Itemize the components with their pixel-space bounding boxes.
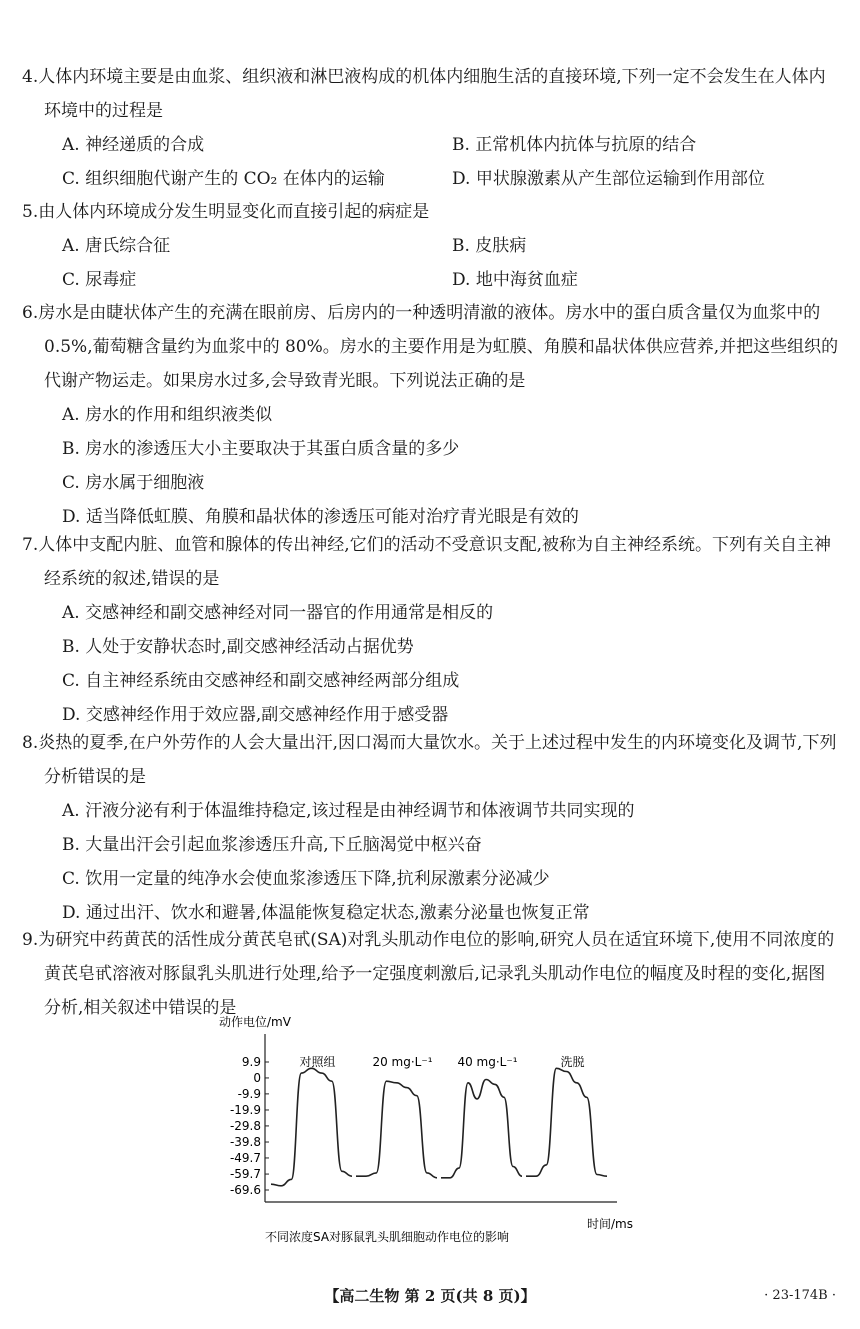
- option-b: B. 皮肤病: [452, 236, 527, 256]
- question-8: [22, 726, 842, 930]
- option-c: C. 组织细胞代谢产生的 CO₂ 在体内的运输: [62, 169, 385, 189]
- y-tick-label: -9.9: [237, 1086, 261, 1101]
- option-c: C. 房水属于细胞液: [62, 473, 205, 493]
- x-axis-label: 时间/ms: [587, 1217, 633, 1231]
- curve-segment: [271, 1068, 352, 1186]
- y-tick-label: -49.7: [229, 1150, 261, 1165]
- y-tick-label: -29.8: [229, 1118, 261, 1133]
- option-d: D. 甲状腺激素从产生部位运输到作用部位: [452, 169, 765, 189]
- curve-segment: [526, 1068, 607, 1176]
- action-potential-chart: [215, 1014, 655, 1254]
- question-stem: 6.房水是由睫状体产生的充满在眼前房、后房内的一种透明清澈的液体。房水中的蛋白质含量仅为血浆中的 0.5%,葡萄糖含量约为血浆中的 80%。房水的主要作用是为虹膜、角膜和晶状体供应营养,并把这些组织的代谢产物运走。如果房水过多,会导致青光眼。下列说法正确的是: [22, 303, 839, 391]
- y-tick-label: -69.6: [229, 1183, 261, 1197]
- option-d: D. 通过出汗、饮水和避暑,体温能恢复稳定状态,激素分泌量也恢复正常: [62, 903, 590, 923]
- option-b: B. 大量出汗会引起血浆渗透压升高,下丘脑渴觉中枢兴奋: [62, 835, 482, 855]
- curve-segment: [441, 1080, 522, 1178]
- option-b: B. 人处于安静状态时,副交感神经活动占据优势: [62, 637, 414, 657]
- question-stem: 8.炎热的夏季,在户外劳作的人会大量出汗,因口渴而大量饮水。关于上述过程中发生的内环境变化及调节,下列分析错误的是: [22, 733, 837, 787]
- option-b: B. 正常机体内抗体与抗原的结合: [452, 135, 697, 155]
- y-tick-label: -19.9: [229, 1102, 261, 1117]
- option-c: C. 尿毒症: [62, 270, 137, 290]
- segment-labels: [299, 1054, 584, 1069]
- option-c: C. 饮用一定量的纯净水会使血浆渗透压下降,抗利尿激素分泌减少: [62, 869, 550, 889]
- question-stem: 7.人体中支配内脏、血管和腺体的传出神经,它们的活动不受意识支配,被称为自主神经系统。下列有关自主神经系统的叙述,错误的是: [22, 535, 832, 589]
- question-9: [22, 923, 842, 1025]
- option-d: D. 交感神经作用于效应器,副交感神经作用于感受器: [62, 705, 449, 725]
- question-4: [22, 60, 842, 196]
- chart-caption: 不同浓度SA对豚鼠乳头肌细胞动作电位的影响: [265, 1230, 510, 1244]
- page-footer: [0, 1283, 860, 1309]
- y-axis-label: 动作电位/mV: [219, 1015, 291, 1029]
- option-a: A. 交感神经和副交感神经对同一器官的作用通常是相反的: [62, 603, 494, 623]
- option-d: D. 地中海贫血症: [452, 270, 578, 290]
- question-7: [22, 528, 842, 732]
- footer-page-info: 【高二生物 第 2 页(共 8 页)】: [324, 1287, 536, 1305]
- chart-svg: [215, 1014, 655, 1254]
- question-5: [22, 195, 842, 297]
- curve-segment: [356, 1081, 437, 1178]
- segment-label: 对照组: [299, 1055, 336, 1069]
- option-a: A. 唐氏综合征: [62, 236, 171, 256]
- y-tick-label: 0: [253, 1070, 261, 1085]
- option-b: B. 房水的渗透压大小主要取决于其蛋白质含量的多少: [62, 439, 460, 459]
- option-d: D. 适当降低虹膜、角膜和晶状体的渗透压可能对治疗青光眼是有效的: [62, 507, 579, 527]
- option-a: A. 汗液分泌有利于体温维持稳定,该过程是由神经调节和体液调节共同实现的: [62, 801, 635, 821]
- y-tick-label: -39.8: [229, 1135, 261, 1150]
- curves: [271, 1068, 607, 1186]
- option-a: A. 房水的作用和组织液类似: [62, 405, 273, 425]
- question-stem: 5.由人体内环境成分发生明显变化而直接引起的病症是: [22, 202, 430, 222]
- option-c: C. 自主神经系统由交感神经和副交感神经两部分组成: [62, 671, 460, 691]
- y-ticks: [230, 1055, 269, 1197]
- question-6: [22, 296, 842, 534]
- question-stem: 4.人体内环境主要是由血浆、组织液和淋巴液构成的机体内细胞生活的直接环境,下列一定不会发生在人体内环境中的过程是: [22, 67, 826, 121]
- segment-label: 洗脱: [560, 1055, 585, 1069]
- option-a: A. 神经递质的合成: [62, 135, 205, 155]
- segment-label: 40 mg·L⁻¹: [457, 1055, 518, 1069]
- question-stem: 9.为研究中药黄芪的活性成分黄芪皂甙(SA)对乳头肌动作电位的影响,研究人员在适宜环境下,使用不同浓度的黄芪皂甙溶液对豚鼠乳头肌进行处理,给予一定强度刺激后,记录乳头肌动作电位的幅度及时程的变化,据图分析,相关叙述中错误的是: [22, 930, 835, 1018]
- footer-code: · 23-174B ·: [764, 1288, 836, 1303]
- y-tick-label: 9.9: [241, 1055, 261, 1069]
- y-tick-label: -59.7: [229, 1167, 261, 1182]
- segment-label: 20 mg·L⁻¹: [372, 1055, 433, 1069]
